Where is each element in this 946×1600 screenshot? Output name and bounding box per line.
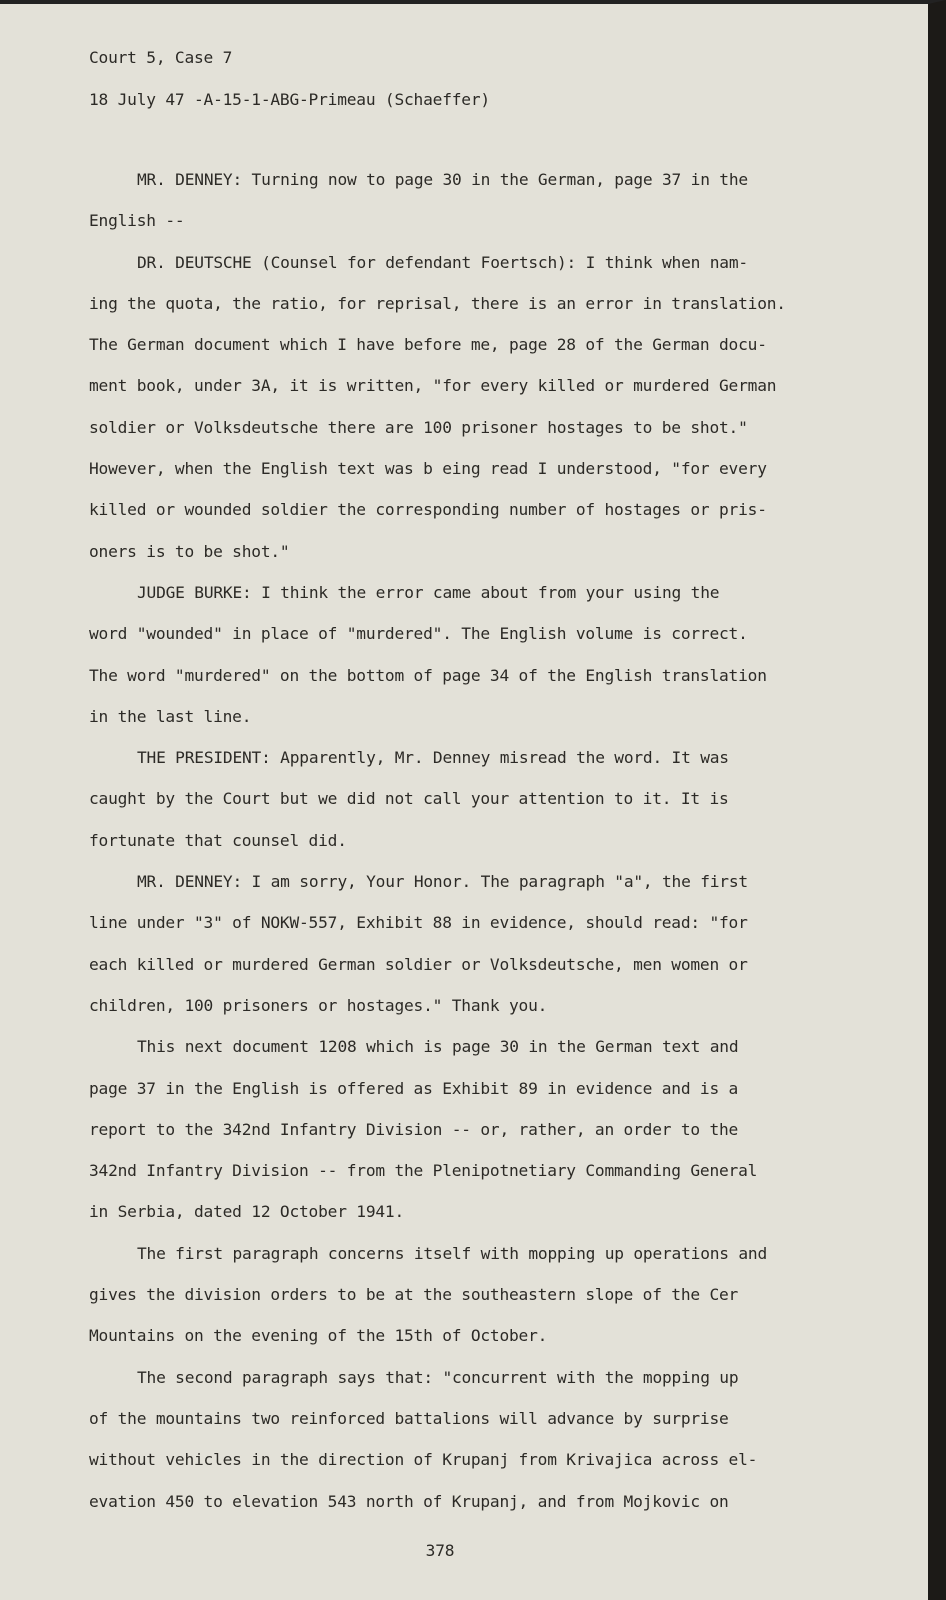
transcript-line: line under "3" of NOKW-557, Exhibit 88 in evidence, should read: "for	[89, 913, 748, 933]
transcript-line: report to the 342nd Infantry Division -- or, rather, an order to the	[89, 1119, 739, 1139]
transcript-line: killed or wounded soldier the corresponding number of hostages or pris-	[89, 500, 767, 520]
page-number: 378	[425, 1541, 455, 1560]
transcript-line: word "wounded" in place of "murdered". The English volume is correct.	[89, 624, 748, 644]
transcript-line: The second paragraph says that: "concurrent with the mopping up	[137, 1367, 739, 1387]
transcript-line: The German document which I have before me, page 28 of the German docu-	[89, 335, 767, 355]
transcript-line: Mountains on the evening of the 15th of October.	[89, 1326, 548, 1346]
transcript-line: children, 100 prisoners or hostages." Thank you.	[89, 995, 548, 1015]
session-header: 18 July 47 -A-15-1-ABG-Primeau (Schaeffer)	[89, 90, 490, 109]
transcript-line: DR. DEUTSCHE (Counsel for defendant Foertsch): I think when nam-	[137, 252, 748, 272]
transcript-line: MR. DENNEY: Turning now to page 30 in the German, page 37 in the	[137, 170, 748, 189]
transcript-line: of the mountains two reinforced battalions will advance by surprise	[89, 1408, 729, 1428]
transcript-line: in Serbia, dated 12 October 1941.	[89, 1202, 405, 1222]
transcript-line: English --	[89, 211, 185, 231]
transcript-line: 342nd Infantry Division -- from the Plenipotnetiary Commanding General	[89, 1161, 758, 1181]
transcript-line: The word "murdered" on the bottom of page 34 of the English translation	[89, 665, 767, 685]
transcript-line: JUDGE BURKE: I think the error came about from your using the	[137, 582, 720, 602]
transcript-line: without vehicles in the direction of Krupanj from Krivajica across el-	[89, 1450, 758, 1470]
transcript-line: ment book, under 3A, it is written, "for every killed or murdered German	[89, 376, 777, 396]
transcript-line: MR. DENNEY: I am sorry, Your Honor. The paragraph "a", the first	[137, 872, 748, 892]
transcript-line: page 37 in the English is offered as Exhibit 89 in evidence and is a	[89, 1078, 739, 1098]
transcript-line: fortunate that counsel did.	[89, 830, 347, 850]
transcript-line: each killed or murdered German soldier or Volksdeutsche, men women or	[89, 954, 748, 974]
transcript-body	[89, 168, 819, 1531]
court-case-header: Court 5, Case 7	[89, 48, 233, 67]
transcript-line: The first paragraph concerns itself with mopping up operations and	[137, 1243, 768, 1263]
transcript-line: in the last line.	[89, 706, 252, 726]
transcript-line: oners is to be shot."	[89, 541, 290, 561]
transcript-line: caught by the Court but we did not call your attention to it. It is	[89, 789, 729, 809]
transcript-line: This next document 1208 which is page 30 in the German text and	[137, 1037, 739, 1057]
transcript-line: However, when the English text was b eing read I understood, "for every	[89, 459, 767, 479]
transcript-line: evation 450 to elevation 543 north of Krupanj, and from Mojkovic on	[89, 1491, 729, 1511]
transcript-line: ing the quota, the ratio, for reprisal, there is an error in translation.	[89, 293, 786, 313]
transcript-line: THE PRESIDENT: Apparently, Mr. Denney misread the word. It was	[137, 748, 729, 768]
transcript-line: soldier or Volksdeutsche there are 100 prisoner hostages to be shot."	[89, 417, 748, 437]
transcript-line: gives the division orders to be at the southeastern slope of the Cer	[89, 1285, 739, 1305]
